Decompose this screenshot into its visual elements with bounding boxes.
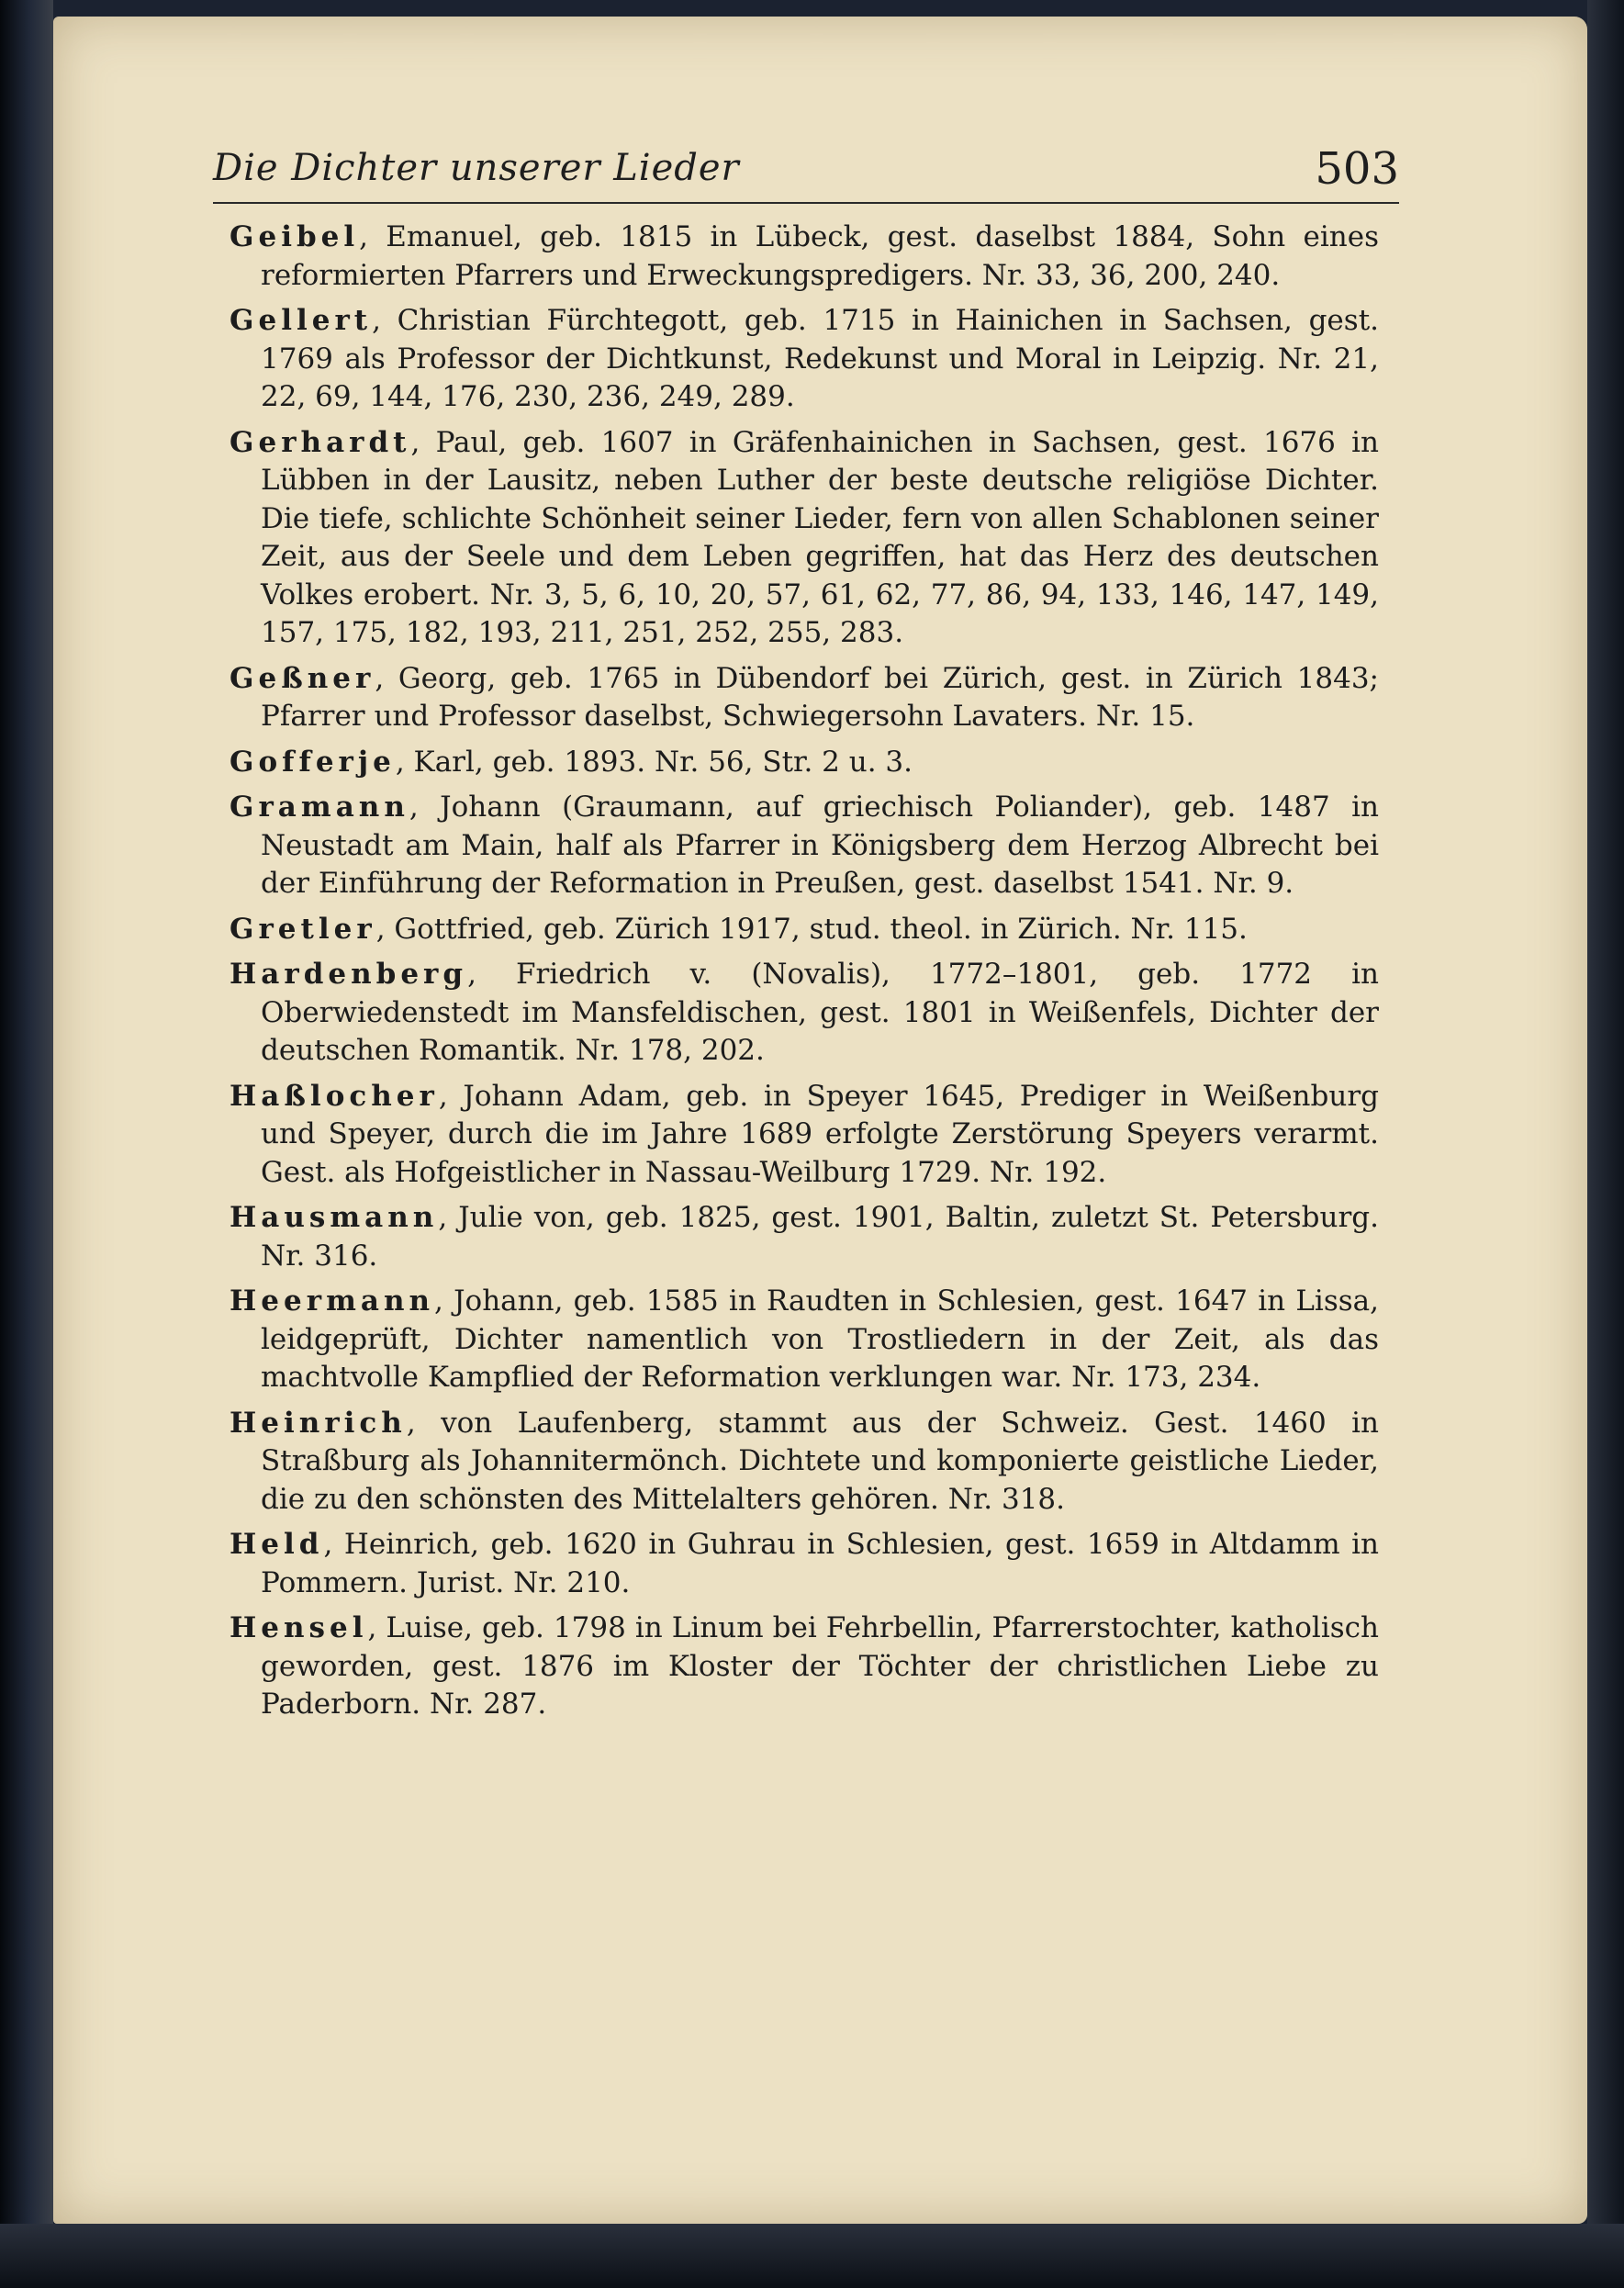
entry-text: , Johann Adam, geb. in Speyer 1645, Prediger in Weißenburg und Speyer, durch die im Jahre 1689 erfolgte Zerstörung Speyers verarmt. Gest. als Hofgeistlicher in Nassau-Weilburg 1729. Nr. 192. xyxy=(261,1079,1379,1189)
entry-text: , Gottfried, geb. Zürich 1917, stud. theol. in Zürich. Nr. 115. xyxy=(375,912,1248,946)
entry-surname: Heinrich xyxy=(230,1406,407,1440)
entry-gretler xyxy=(230,911,1379,949)
entry-text: , Karl, geb. 1893. Nr. 56, Str. 2 u. 3. xyxy=(395,745,913,779)
entry-text: , Paul, geb. 1607 in Gräfenhainichen in Sachsen, gest. 1676 in Lübben in der Lausitz, neben Luther der beste deutsche religiöse Dichter. Die tiefe, schlichte Schönheit seiner Lieder, fern von allen Schablonen seiner Zeit, aus der Seele und dem Leben gegriffen, hat das Herz des deutschen Volkes erobert. Nr. 3, 5, 6, 10, 20, 57, 61, 62, 77, 86, 94, 133, 146, 147, 149, 157, 175, 182, 193, 211, 251, 252, 255, 283. xyxy=(261,425,1379,649)
entry-surname: Hardenberg xyxy=(230,958,468,991)
entry-text: , Georg, geb. 1765 in Dübendorf bei Zürich, gest. in Zürich 1843; Pfarrer und Professor daselbst, Schwiegersohn Lavaters. Nr. 15. xyxy=(261,661,1379,733)
entry-heinrich xyxy=(230,1405,1379,1520)
book-binding-bottom xyxy=(0,2224,1624,2288)
entry-hensel xyxy=(230,1609,1379,1724)
entry-surname: Held xyxy=(230,1528,324,1561)
entry-text: , von Laufenberg, stammt aus der Schweiz. Gest. 1460 in Straßburg als Johannitermönch. Dichtete und komponierte geistliche Lieder, die zu den schönsten des Mittelalters gehören. Nr. 318. xyxy=(261,1406,1379,1516)
entry-gessner xyxy=(230,660,1379,736)
entry-surname: Hausmann xyxy=(230,1201,439,1234)
entry-surname: Gellert xyxy=(230,304,373,337)
entry-text: , Heinrich, geb. 1620 in Guhrau in Schlesien, gest. 1659 in Altdamm in Pommern. Jurist. Nr. 210. xyxy=(261,1528,1379,1599)
entry-text: , Luise, geb. 1798 in Linum bei Fehrbellin, Pfarrerstochter, katholisch geworden, gest. 1876 im Kloster der Töchter der christlichen Liebe zu Paderborn. Nr. 287. xyxy=(261,1611,1379,1721)
entry-heermann xyxy=(230,1283,1379,1397)
entry-surname: Hensel xyxy=(230,1611,368,1644)
entry-gerhardt xyxy=(230,424,1379,653)
page-header xyxy=(213,129,1399,204)
entry-surname: Gramann xyxy=(230,791,409,824)
entry-hausmann xyxy=(230,1199,1379,1275)
entry-gramann xyxy=(230,789,1379,903)
entry-surname: Geibel xyxy=(230,220,360,253)
entry-surname: Geßner xyxy=(230,661,375,695)
entry-surname: Heermann xyxy=(230,1284,435,1318)
entry-text: , Friedrich v. (Novalis), 1772–1801, geb. 1772 in Oberwiedenstedt im Mansfeldischen, gest. 1801 in Weißenfels, Dichter der deutschen Romantik. Nr. 178, 202. xyxy=(261,958,1379,1067)
entry-text: , Johann, geb. 1585 in Raudten in Schlesien, gest. 1647 in Lissa, leidgeprüft, Dichter namentlich von Trostliedern in der Zeit, als das machtvolle Kampflied der Reformation verklungen war. Nr. 173, 234. xyxy=(261,1284,1379,1394)
page-number: 503 xyxy=(1315,143,1399,195)
entry-geibel xyxy=(230,219,1379,295)
entry-text: , Johann (Graumann, auf griechisch Poliander), geb. 1487 in Neustadt am Main, half als Pfarrer in Königsberg dem Herzog Albrecht bei der Einführung der Reformation in Preußen, gest. daselbst 1541. Nr. 9. xyxy=(261,791,1379,900)
entry-surname: Gretler xyxy=(230,912,376,946)
book-binding-right xyxy=(1587,0,1624,2288)
entry-gofferje xyxy=(230,744,1379,782)
entry-text: , Julie von, geb. 1825, gest. 1901, Baltin, zuletzt St. Petersburg. Nr. 316. xyxy=(261,1201,1379,1273)
book-binding-left xyxy=(0,0,53,2288)
entry-gellert xyxy=(230,302,1379,417)
author-entries xyxy=(230,219,1379,1732)
entry-held xyxy=(230,1526,1379,1602)
entry-text: , Emanuel, geb. 1815 in Lübeck, gest. daselbst 1884, Sohn eines reformierten Pfarrers und Erweckungspredigers. Nr. 33, 36, 200, 240. xyxy=(261,220,1379,292)
entry-surname: Gofferje xyxy=(230,745,396,779)
entry-text: , Christian Fürchtegott, geb. 1715 in Hainichen in Sachsen, gest. 1769 als Professor der Dichtkunst, Redekunst und Moral in Leipzig. Nr. 21, 22, 69, 144, 176, 230, 236, 249, 289. xyxy=(261,304,1379,413)
entry-surname: Gerhardt xyxy=(230,425,411,459)
running-title: Die Dichter unserer Lieder xyxy=(213,147,740,189)
entry-surname: Haßlocher xyxy=(230,1079,439,1113)
entry-hasslocher xyxy=(230,1078,1379,1193)
entry-hardenberg xyxy=(230,956,1379,1071)
